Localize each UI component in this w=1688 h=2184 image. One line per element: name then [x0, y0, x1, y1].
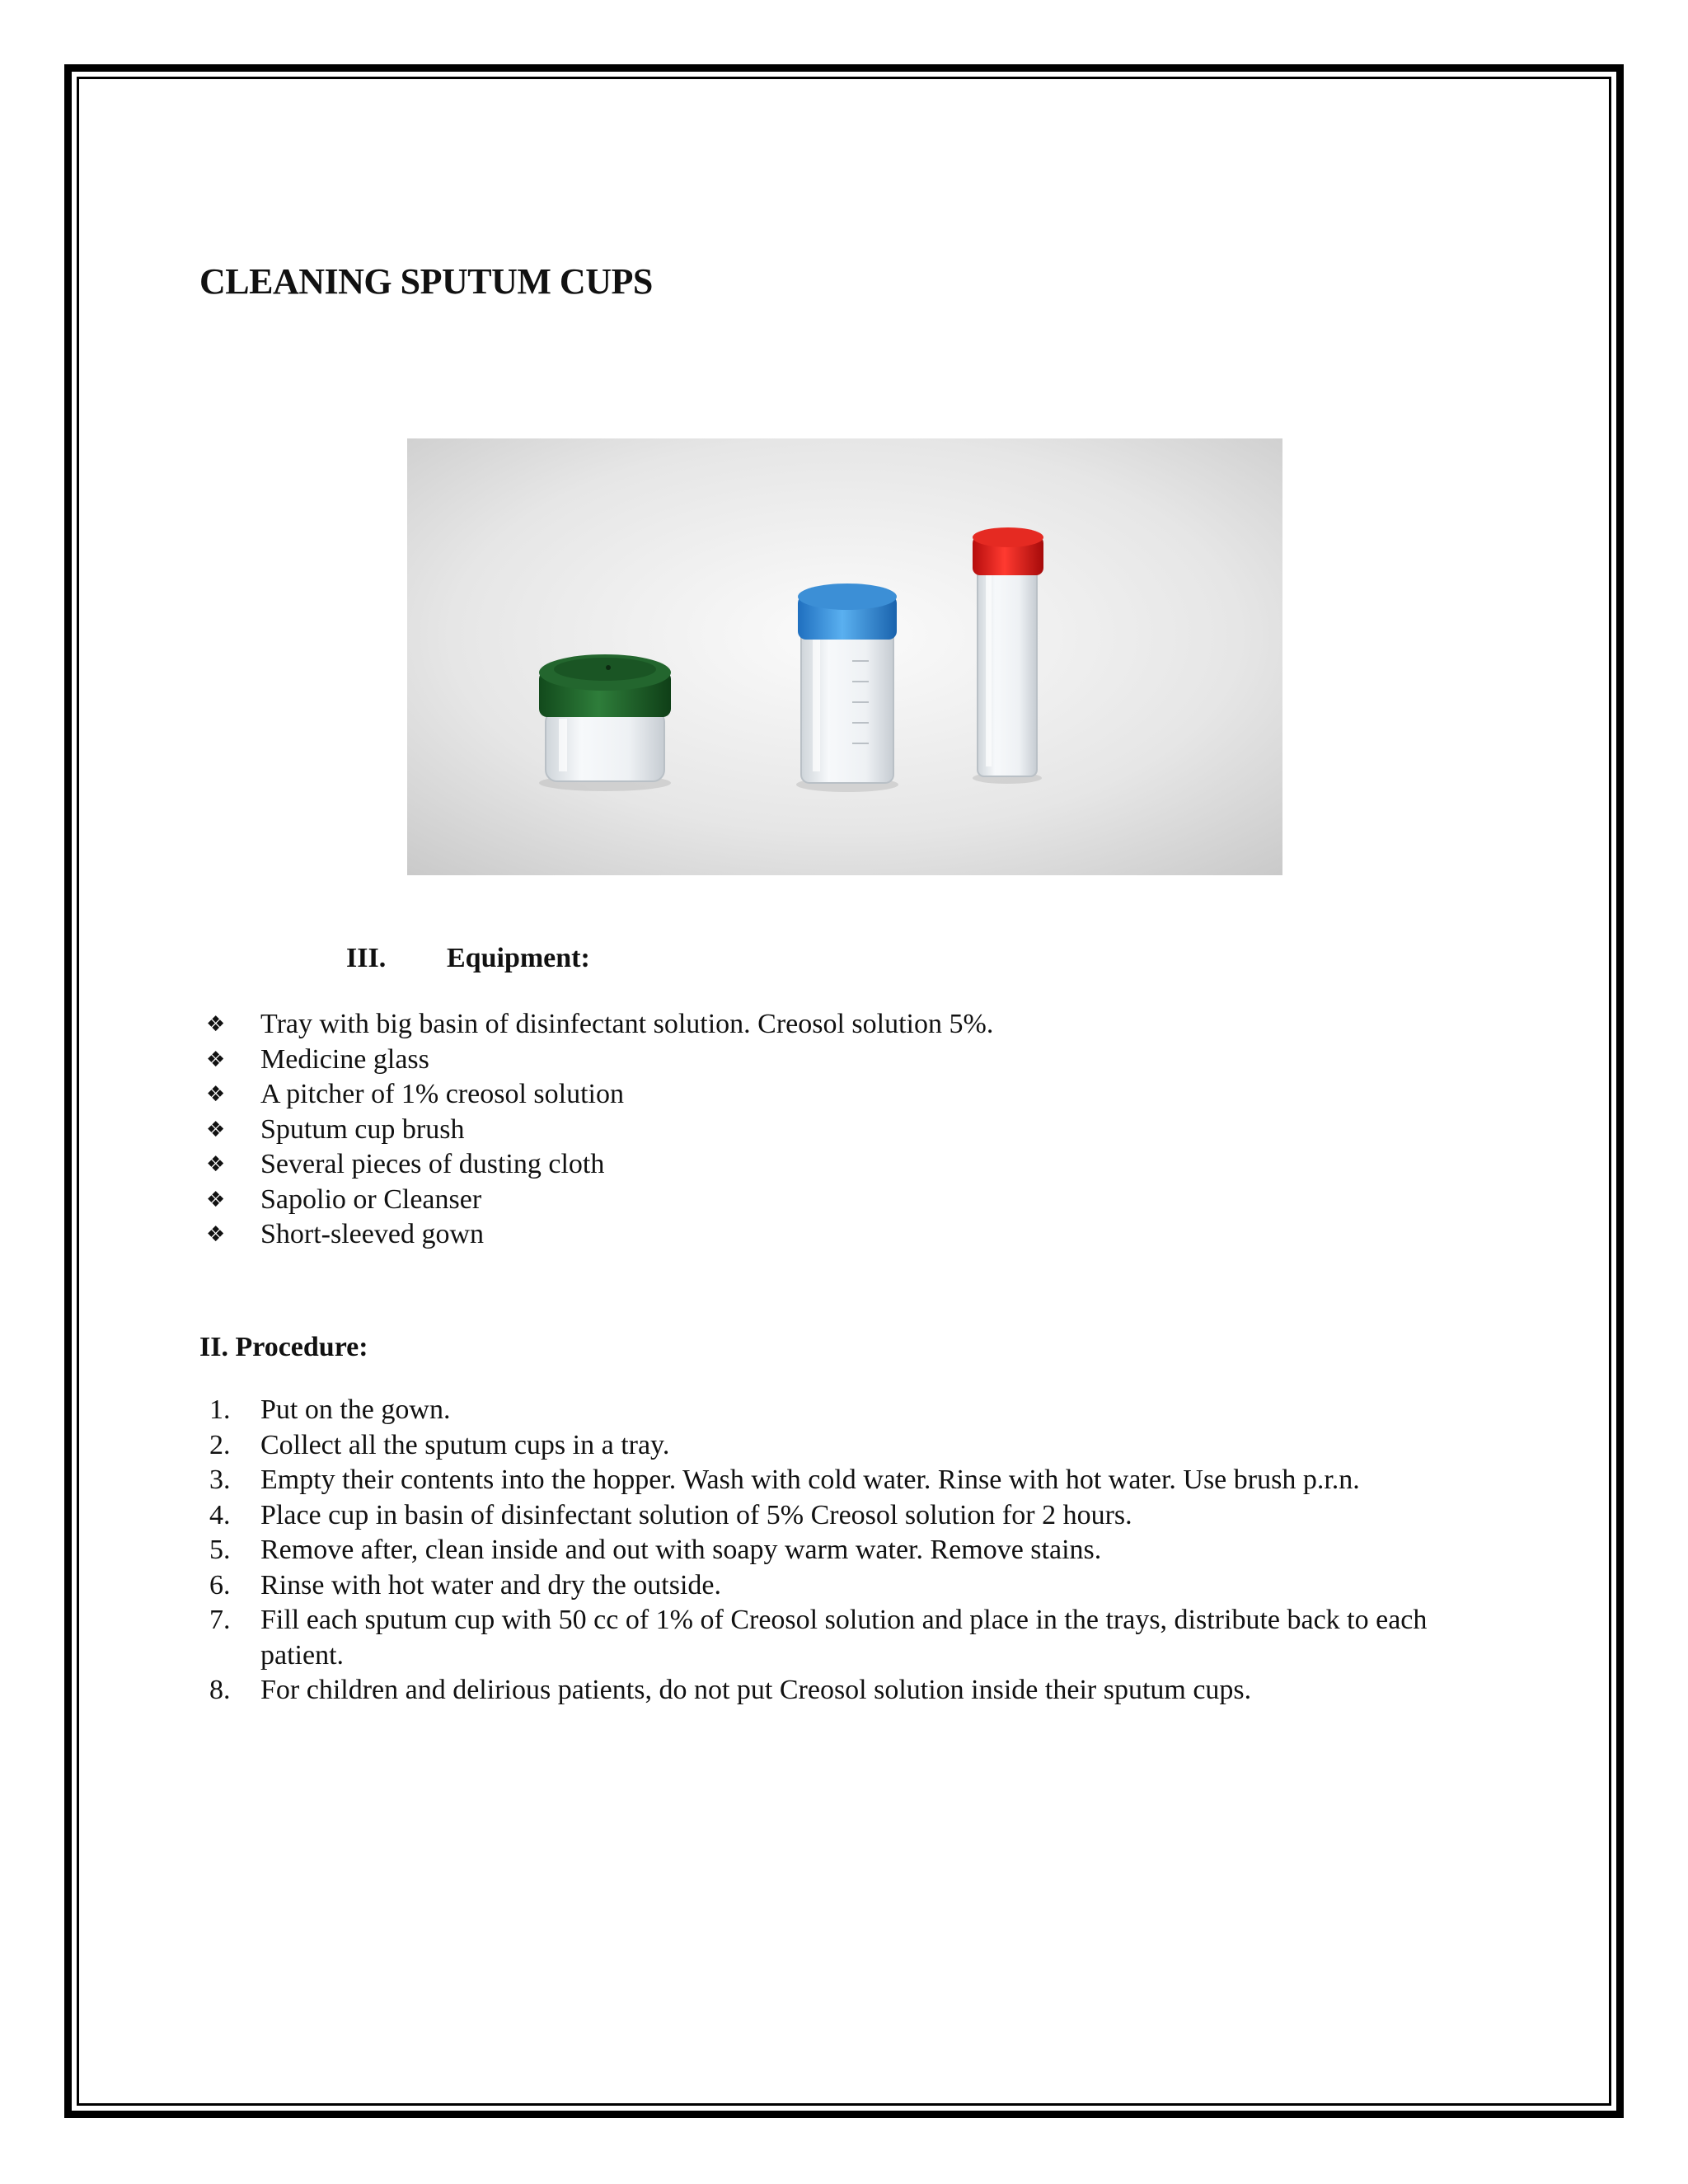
procedure-step [209, 1533, 1479, 1568]
procedure-heading: II. Procedure: [199, 1332, 368, 1362]
page-title: CLEANING SPUTUM CUPS [199, 261, 653, 302]
step-number: 7. [209, 1605, 231, 1635]
diamond-bullet-icon: ❖ [206, 1117, 226, 1142]
procedure-step [209, 1568, 1479, 1604]
procedure-step [209, 1463, 1479, 1498]
procedure-step [209, 1673, 1479, 1708]
procedure-step [209, 1428, 1479, 1464]
diamond-bullet-icon: ❖ [206, 1222, 226, 1247]
equipment-item: ❖ Medicine glass [206, 1043, 993, 1078]
equipment-item: ❖ Sapolio or Cleanser [206, 1183, 993, 1218]
step-text: Remove after, clean inside and out with soapy warm water. Remove stains. [260, 1535, 1102, 1565]
specimen-containers-image [407, 438, 1282, 875]
equipment-item: ❖ Several pieces of dusting cloth [206, 1147, 993, 1183]
step-number: 5. [209, 1535, 231, 1565]
step-text: For children and delirious patients, do not put Creosol solution inside their sputum cups. [260, 1675, 1252, 1705]
step-text: Rinse with hot water and dry the outside. [260, 1569, 722, 1601]
procedure-step [209, 1393, 1479, 1428]
step-text: Fill each sputum cup with 50 cc of 1% of Creosol solution and place in the trays, distribute back to each patient. [260, 1605, 1428, 1671]
step-text: Place cup in basin of disinfectant solution of 5% Creosol solution for 2 hours. [260, 1499, 1132, 1530]
step-text: Put on the gown. [260, 1394, 451, 1425]
diamond-bullet-icon: ❖ [206, 1187, 226, 1212]
equipment-list [206, 1007, 993, 1253]
step-text: Collect all the sputum cups in a tray. [260, 1429, 670, 1460]
equipment-item: ❖ A pitcher of 1% creosol solution [206, 1077, 993, 1113]
diamond-bullet-icon: ❖ [206, 1012, 226, 1037]
equipment-item: ❖ Tray with big basin of disinfectant solution. Creosol solution 5%. [206, 1007, 993, 1043]
diamond-bullet-icon: ❖ [206, 1082, 226, 1107]
diamond-bullet-icon: ❖ [206, 1047, 226, 1072]
equipment-item: ❖ Sputum cup brush [206, 1113, 993, 1148]
diamond-bullet-icon: ❖ [206, 1152, 226, 1177]
procedure-step [209, 1603, 1479, 1673]
step-number: 3. [209, 1465, 231, 1495]
equipment-heading [346, 943, 590, 974]
step-number: 8. [209, 1675, 231, 1705]
step-number: 1. [209, 1394, 231, 1425]
equipment-item: ❖ Short-sleeved gown [206, 1217, 993, 1253]
equipment-heading-text: Equipment: [447, 943, 590, 973]
step-text: Empty their contents into the hopper. Wash with cold water. Rinse with hot water. Use brush p.r.n. [260, 1465, 1360, 1495]
procedure-list [209, 1393, 1479, 1708]
procedure-step [209, 1498, 1479, 1534]
step-number: 2. [209, 1429, 231, 1460]
step-number: 6. [209, 1569, 231, 1601]
equipment-number: III. [346, 943, 387, 973]
step-number: 4. [209, 1499, 231, 1530]
